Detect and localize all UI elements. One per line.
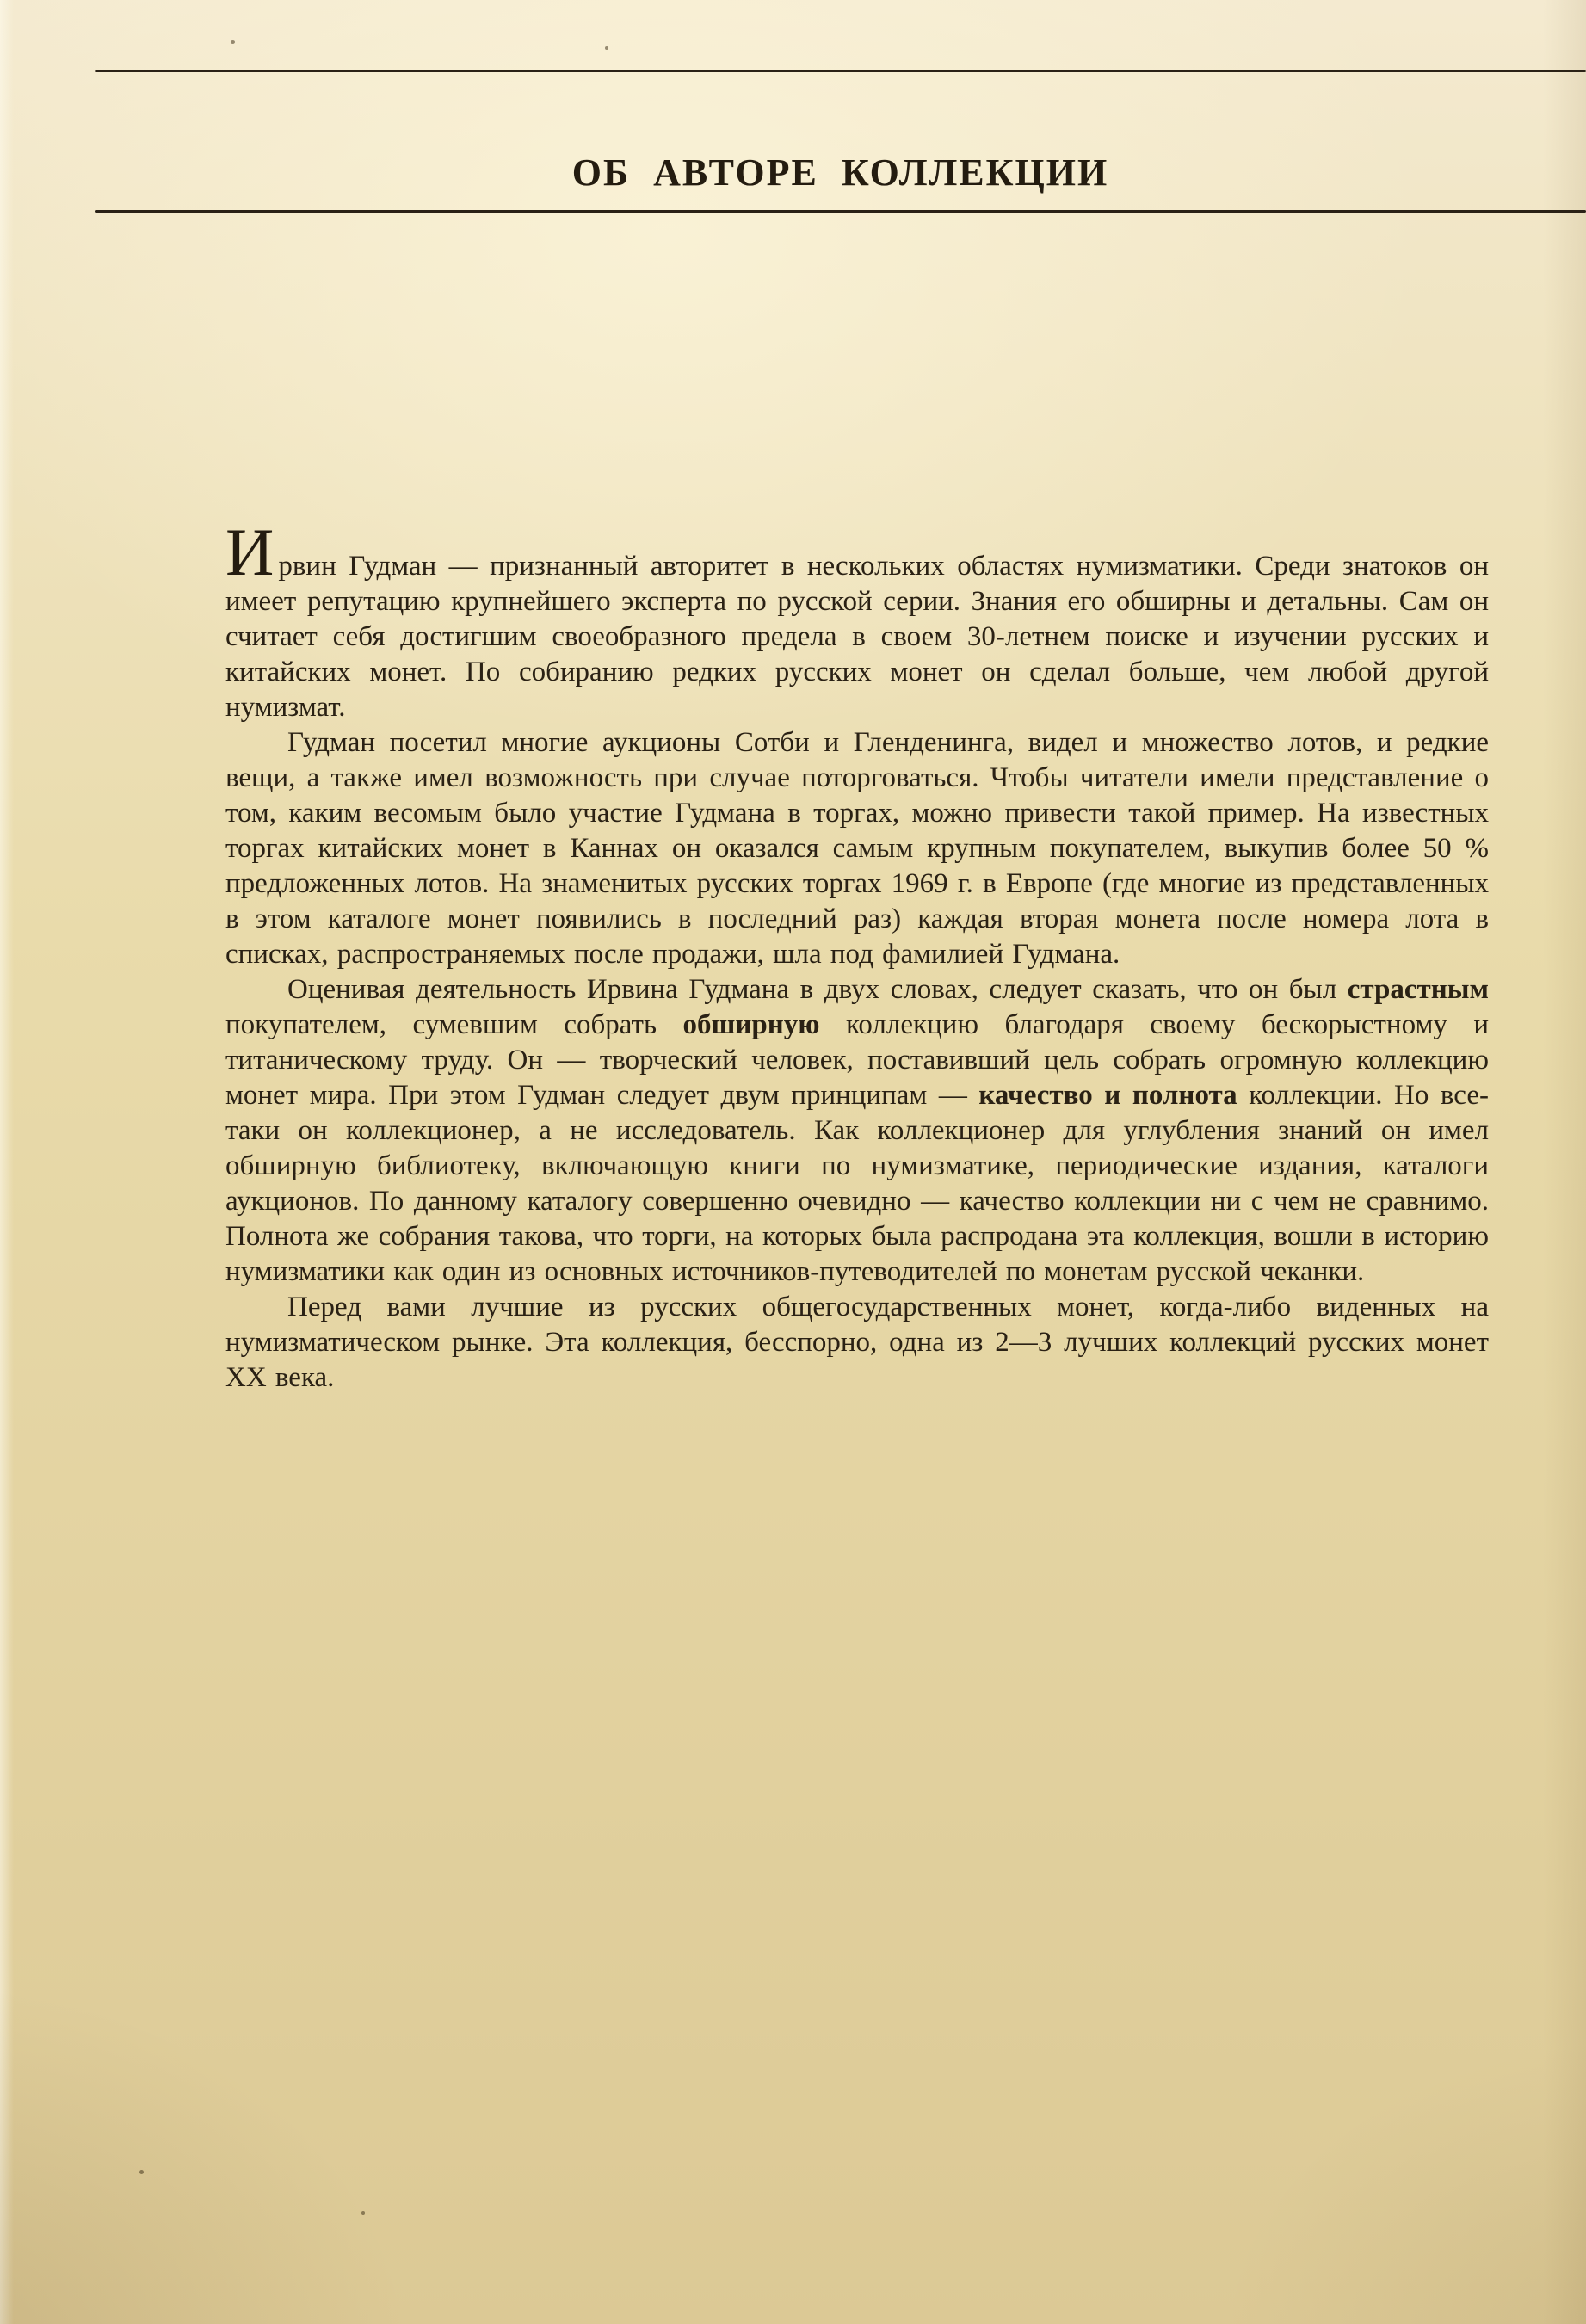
bold-phrase: качество и полнота [978, 1080, 1237, 1111]
paragraph [225, 515, 1489, 725]
text-segment: покупателем, сумевшим собрать [225, 1009, 683, 1040]
text-segment: Перед вами лучшие из русских общегосударственных монет, когда-либо виденных на нумизматическом рынке. Эта коллекция, бесспорно, одна из 2—3 лучших коллекций русских монет XX века. [225, 1291, 1489, 1393]
text-segment: рвин Гудман — признанный авторитет в нескольких областях нумизматики. Среди знатоков он имеет репутацию крупнейшего эксперта по русской серии. Знания его обширны и детальны. Сам он считает себя достигшим своеобразного предела в своем 30-летнем поиске и изучении русских и китайских монет. По собиранию редких русских монет он сделал больше, чем любой другой нумизмат. [225, 551, 1489, 723]
text-block [225, 515, 1489, 1396]
text-segment: Гудман посетил многие аукционы Сотби и Гленденинга, видел и множество лотов, и редкие вещи, а также имел возможность при случае поторговаться. Чтобы читатели имели представление о том, каким весомым было участие Гудмана в торгах, можно привести такой пример. На известных торгах китайских монет в Каннах он оказался самым крупным покупателем, выкупив более 50 % предложенных лотов. На знаменитых русских торгах 1969 г. в Европе (где многие из представленных в этом каталоге монет появились в последний раз) каждая вторая монета после номера лота в списках, распространяемых после продажи, шла под фамилией Гудмана. [225, 727, 1489, 970]
page-title: ОБ АВТОРЕ КОЛЛЕКЦИИ [571, 151, 1109, 194]
text-segment: Оценивая деятельность Ирвина Гудмана в двух словах, следует сказать, что он был [287, 974, 1348, 1005]
top-rule [95, 70, 1586, 72]
text-segment: коллекции. Но все-таки он коллекционер, а не исследователь. Как коллекционер для углубления знаний он имел обширную библиотеку, включающую книги по нумизматике, периодические издания, каталоги аукционов. По данному каталогу совершенно очевидно — качество коллекции ни с чем не сравнимо. Полнота же собрания такова, что торги, на которых была распродана эта коллекция, вошли в историю нумизматики как один из основных источников-путеводителей по монетам русской чеканки. [225, 1080, 1489, 1287]
paper-speck [231, 40, 235, 44]
bold-phrase: обширную [682, 1009, 820, 1040]
divider-rule [95, 210, 1586, 213]
paper-speck [361, 2211, 365, 2215]
text-segment: коллекцию благодаря своему бескорыстному и титаническому труду. Он — творческий человек, поставивший цель собрать огромную коллекцию монет мира. При этом Гудман следует двум принципам — [225, 1009, 1489, 1111]
drop-cap-initial: И [225, 515, 276, 589]
paragraph [225, 1290, 1489, 1396]
paper-speck [139, 2170, 144, 2174]
bold-phrase: страстным [1347, 974, 1489, 1005]
paragraph [225, 972, 1489, 1290]
paragraph [225, 725, 1489, 972]
paper-speck [605, 46, 608, 50]
